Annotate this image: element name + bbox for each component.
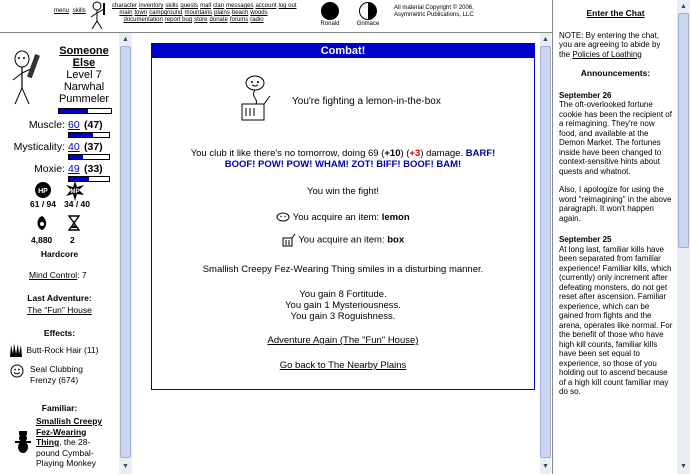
moon-grimace-label: Grimace <box>356 21 380 27</box>
go-back-link[interactable]: Go back to The Nearby Plains <box>279 360 407 371</box>
nav-radio[interactable]: radio <box>250 17 264 23</box>
adventures-value: 2 <box>70 235 75 245</box>
announcement-date: September 25 <box>559 235 612 244</box>
main-pane <box>133 33 551 474</box>
familiar-desc-2: pound Cymbal- <box>36 447 94 458</box>
mp-icon[interactable] <box>65 181 85 201</box>
character-pane-scrollbar[interactable] <box>119 33 132 474</box>
copyright-line-1: All material Copyright © 2006, <box>394 5 474 11</box>
last-adventure-link[interactable]: The "Fun" House <box>27 305 92 315</box>
hp-icon[interactable] <box>34 181 52 199</box>
stat-mysticality <box>0 141 119 163</box>
chat-pane-scrollbar[interactable] <box>677 0 690 474</box>
meat-value: 4,880 <box>31 235 53 245</box>
gain-mysteriousness: You gain 1 Mysteriousness. <box>285 300 401 311</box>
menu-link[interactable]: menu <box>54 8 70 14</box>
item-prefix: You acquire an item: <box>298 234 388 246</box>
smiley-icon[interactable] <box>10 364 24 378</box>
monkey-icon[interactable] <box>14 431 32 455</box>
policies-link[interactable]: Policies of Loathing <box>572 49 642 59</box>
character-title-1: Narwhal <box>63 81 105 93</box>
character-name-1[interactable]: Someone <box>59 45 109 57</box>
menu-links <box>54 8 88 15</box>
moon-ronald-icon <box>321 2 339 20</box>
last-adventure-label: Last Adventure: <box>27 293 92 303</box>
combat-box <box>151 43 535 390</box>
win-message: You win the fight! <box>306 186 379 197</box>
level-progress-bar <box>58 108 112 114</box>
nav-line-3 <box>112 17 317 24</box>
lemon-icon[interactable] <box>276 212 290 222</box>
hp-value: 61 / 94 <box>30 199 56 209</box>
nav-store[interactable]: store <box>194 17 208 23</box>
monster-row <box>152 58 534 130</box>
chat-pane <box>552 0 678 474</box>
moon-grimace <box>355 2 381 27</box>
effects-label: Effects: <box>43 328 76 338</box>
copyright-notice <box>394 5 494 19</box>
nav-mountains[interactable]: mountains <box>184 10 213 16</box>
familiar-info <box>36 416 118 469</box>
nav-forums[interactable]: forums <box>229 17 249 23</box>
attack-bonus: +10 <box>384 148 401 159</box>
item-prefix: You acquire an item: <box>292 212 382 223</box>
mind-control-link[interactable]: Mind Control <box>29 270 78 280</box>
attack-text-post: ) damage. <box>420 148 464 159</box>
stats-block <box>0 119 119 185</box>
moon-ronald <box>318 2 342 27</box>
item-name: box <box>387 234 405 246</box>
nav-woods[interactable]: woods <box>250 10 268 16</box>
familiar-name-1[interactable]: Smallish Creepy <box>36 416 103 426</box>
stat-muscle-label: Muscle: <box>28 119 65 131</box>
attack-text-mid: ) ( <box>400 148 410 159</box>
nav-quests[interactable]: quests <box>180 3 199 9</box>
familiar-name-2[interactable]: Fez-Wearing <box>36 426 87 437</box>
scroll-up-arrow-icon[interactable]: ▲ <box>122 36 129 43</box>
item-name: lemon <box>381 212 410 223</box>
nav-town[interactable]: town <box>134 10 148 16</box>
top-menu-bar <box>0 0 552 33</box>
nav-logout[interactable]: log out <box>278 3 297 9</box>
announcement-date: September 26 <box>559 90 612 100</box>
combat-body <box>152 58 534 371</box>
scroll-up-arrow-icon[interactable]: ▲ <box>542 36 549 43</box>
main-pane-scrollbar[interactable] <box>540 33 551 474</box>
stat-muscle-bar-fill <box>69 133 93 137</box>
monster-intro: You're fighting a lemon-in-the-box <box>292 96 441 107</box>
attack-line <box>152 148 534 159</box>
nav-documentation[interactable]: documentation <box>123 17 163 23</box>
effect-name-line-1: Seal Clubbing <box>30 364 83 374</box>
familiar-label: Familiar: <box>41 403 78 413</box>
nav-skills[interactable]: skills <box>165 3 179 9</box>
item-drop <box>152 212 534 223</box>
nav-messages[interactable]: messages <box>226 3 254 9</box>
stat-mysticality-label: Mysticality: <box>13 141 65 153</box>
copyright-line-2: Asymmetric Publications, LLC <box>394 12 474 18</box>
svg-text:MP: MP <box>70 189 80 195</box>
stat-mysticality-bar-fill <box>69 155 83 159</box>
stat-muscle-bar <box>68 132 110 138</box>
nav-donate[interactable]: donate <box>209 17 228 23</box>
chat-note <box>559 31 673 60</box>
combat-header: Combat! <box>152 44 534 58</box>
effect-item <box>8 342 118 358</box>
moon-ronald-label: Ronald <box>320 21 340 27</box>
attack-sound: BARF! <box>465 148 496 159</box>
stat-moxie-label: Moxie: <box>34 163 65 175</box>
last-adventure-block <box>0 293 119 315</box>
familiar-message: Smallish Creepy Fez-Wearing Thing smiles in a disturbing manner. <box>202 264 484 275</box>
character-avatar-icon[interactable] <box>9 50 43 108</box>
enter-chat-link[interactable]: Enter the Chat <box>586 8 645 18</box>
attack-text: You club it like there's no tomorrow, doing 69 ( <box>190 148 385 159</box>
character-name-2[interactable]: Else <box>72 57 96 69</box>
attack-bonus-red: +3 <box>409 148 421 159</box>
effect-name-line-2: Frenzy (674) <box>30 375 79 385</box>
nav-campground[interactable]: campground <box>149 10 183 16</box>
stat-gains <box>152 289 534 322</box>
effect-name <box>30 364 83 386</box>
level-progress-fill <box>59 109 88 113</box>
nav-plains[interactable]: plains <box>214 10 230 16</box>
mind-control <box>29 270 87 280</box>
nav-mall[interactable]: mall <box>200 3 212 9</box>
nav-report-bug[interactable]: report bug <box>164 17 193 23</box>
stat-moxie-base: 49 <box>68 163 80 175</box>
scroll-thumb[interactable] <box>540 46 551 458</box>
scroll-thumb[interactable] <box>678 13 689 248</box>
scroll-up-arrow-icon[interactable]: ▲ <box>680 3 687 10</box>
moon-grimace-icon <box>359 2 377 20</box>
svg-text:HP: HP <box>38 188 48 195</box>
box-icon[interactable] <box>282 233 296 247</box>
familiar-name-3[interactable]: Thing <box>36 437 60 447</box>
stat-moxie-buffed: (33) <box>84 163 103 175</box>
nav-character[interactable]: character <box>112 3 138 9</box>
announcement-text: The oft-overlooked fortune cookie has been the recipient of a reimagining. They're now food, and available at the Demon Market. The fortunes inside have been changed to context-sensitive hints about quests and whatnot. <box>559 100 672 176</box>
hardcore-label: Hardcore <box>40 249 79 259</box>
announcement-text: At long last, familiar kills have been separated from familiar experience! Familiar kills, which (currently) only increment after defeating monsters, do not get reset after ascension. Familiar experience, which can be gained from fights and the arena, operates like normal. For the benefit of those who have high kill counts, familiar kills have been set equal to experience, so those of you holding out to ascend because of a high kill count familiar may do so. <box>559 244 673 396</box>
item-drop <box>152 233 534 247</box>
skills-link[interactable]: skills <box>72 8 86 14</box>
adventure-again-link[interactable]: Adventure Again (The "Fun" House) <box>267 335 419 346</box>
meat-icon <box>35 215 49 231</box>
stat-moxie <box>0 163 119 185</box>
nav-main[interactable]: main <box>119 10 133 16</box>
stat-mysticality-bar <box>68 154 110 160</box>
hourglass-icon <box>68 215 80 231</box>
familiar-desc-3: Playing Monkey <box>36 458 97 468</box>
mp-value: 34 / 40 <box>64 199 90 209</box>
chat-note-text: NOTE: By entering the chat, you are agreeing to abide by the <box>559 30 661 59</box>
gain-fortitude: You gain 8 Fortitude. <box>299 289 387 300</box>
nav-beach[interactable]: beach <box>231 10 249 16</box>
stat-mysticality-base: 40 <box>68 141 80 153</box>
hp-block <box>30 181 56 201</box>
announcement-text-2: Also, I apologize for using the word "reimagining" in the above paragraph. It won't happen again. <box>559 185 672 223</box>
scroll-down-arrow-icon[interactable]: ▼ <box>680 463 687 470</box>
stick-figure-icon <box>88 1 110 31</box>
announcements-heading: Announcements: <box>580 68 651 78</box>
scroll-down-arrow-icon[interactable]: ▼ <box>542 463 549 470</box>
announcement <box>559 91 673 224</box>
nav-links <box>112 3 317 24</box>
stat-muscle-buffed: (47) <box>84 119 103 131</box>
attack-sounds: BOOF! POW! POW! WHAM! ZOT! BIFF! BOOF! BAM! <box>224 159 462 170</box>
mind-control-value: : 7 <box>77 270 87 280</box>
hair-icon[interactable] <box>8 342 24 358</box>
character-title-2: Pummeler <box>58 93 110 105</box>
stat-mysticality-buffed: (37) <box>84 141 103 153</box>
scroll-thumb[interactable] <box>120 46 131 458</box>
nav-clan[interactable]: clan <box>213 3 225 9</box>
nav-account[interactable]: account <box>255 3 277 9</box>
nav-inventory[interactable]: inventory <box>139 3 164 9</box>
character-info <box>50 45 118 105</box>
character-level: Level 7 <box>66 69 102 81</box>
stat-muscle <box>0 119 119 141</box>
scroll-down-arrow-icon[interactable]: ▼ <box>122 463 129 470</box>
stat-muscle-base: 60 <box>68 119 80 131</box>
character-pane <box>0 33 119 474</box>
lemon-in-the-box-icon <box>238 74 272 122</box>
nav-line-2 <box>112 10 317 17</box>
effect-name: Butt-Rock Hair (11) <box>26 345 99 355</box>
nav-line-1 <box>112 3 317 10</box>
familiar-desc-1: , the 28- <box>59 437 91 447</box>
gain-roguishness: You gain 3 Roguishness. <box>290 311 396 322</box>
announcement <box>559 235 673 397</box>
